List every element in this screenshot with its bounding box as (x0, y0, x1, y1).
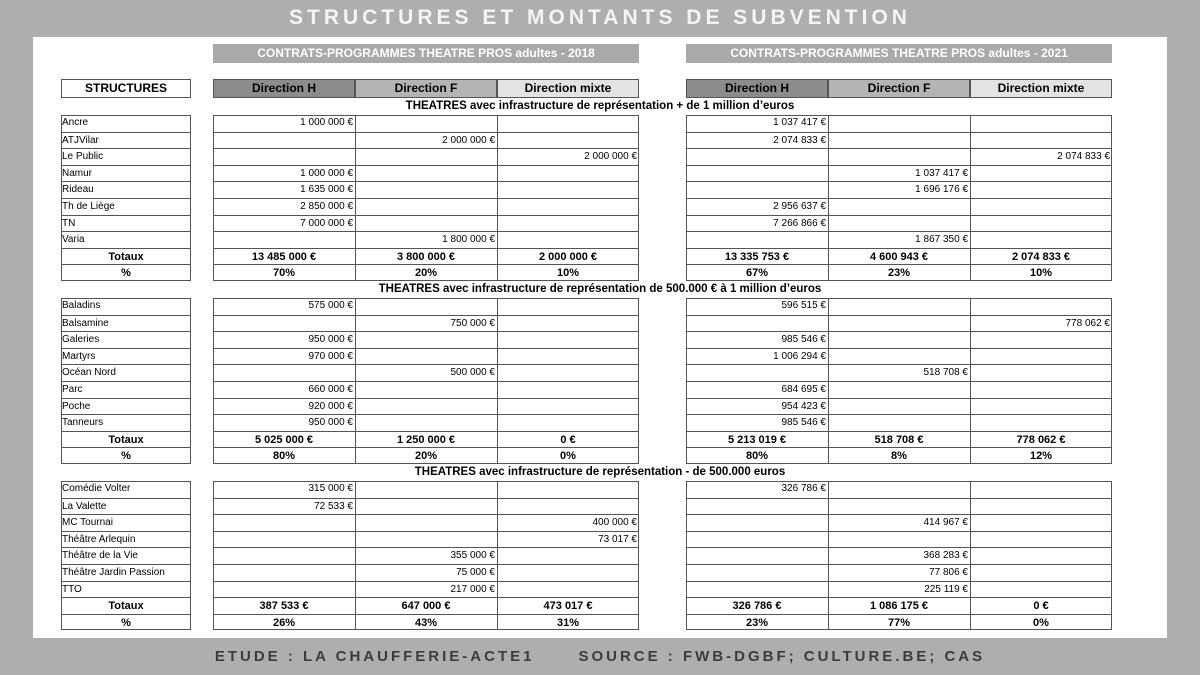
total-2021: 2 074 833 € (970, 248, 1112, 265)
panel-title-2018: CONTRATS-PROGRAMMES THEATRE PROS adultes - 2018 (213, 44, 639, 63)
table-border (213, 298, 639, 464)
cell-2021: 985 546 € (686, 414, 828, 431)
total-2018: 2 000 000 € (497, 248, 639, 265)
table-border (686, 115, 1112, 281)
percent-2018: 20% (355, 447, 497, 464)
cell-2018: 750 000 € (355, 315, 497, 332)
cell-2021: 1 037 417 € (828, 165, 970, 182)
cell-2021: 684 695 € (686, 381, 828, 398)
table-border (213, 115, 639, 281)
cell-2021: 326 786 € (781, 483, 826, 494)
percent-label: % (61, 264, 191, 281)
column-divider (497, 481, 498, 630)
row-name: Comédie Volter (62, 483, 131, 494)
row-name: Parc (61, 381, 191, 398)
percent-2021: 67% (686, 264, 828, 281)
footer-source: SOURCE : FWB-DGBF; CULTURE.BE; CAS (578, 648, 986, 665)
percent-2021: 8% (828, 447, 970, 464)
row-name: Poche (61, 398, 191, 415)
totals-label: Totaux (61, 431, 191, 448)
cell-2018: 500 000 € (355, 364, 497, 381)
cell-2018: 1 635 000 € (213, 181, 355, 198)
cell-2018: 970 000 € (213, 348, 355, 365)
row-name: Baladins (62, 300, 101, 311)
percent-2018: 80% (213, 447, 355, 464)
percent-2021: 12% (970, 447, 1112, 464)
panel-title-2021: CONTRATS-PROGRAMMES THEATRE PROS adultes - 2021 (686, 44, 1112, 63)
table-border (61, 481, 191, 630)
percent-2018: 26% (213, 614, 355, 631)
cell-2021: 2 074 833 € (970, 148, 1112, 165)
column-header-2021-3: Direction mixte (970, 79, 1112, 98)
total-2021: 1 086 175 € (828, 597, 970, 614)
column-divider (970, 481, 971, 630)
column-header-2021-2: Direction F (828, 79, 970, 98)
row-name: Ancre (62, 117, 89, 128)
percent-2018: 10% (497, 264, 639, 281)
subsidy-table (33, 37, 1167, 638)
cell-2021: 77 806 € (828, 564, 970, 581)
cell-2018: 400 000 € (497, 514, 639, 531)
percent-label: % (61, 447, 191, 464)
cell-2021: 414 967 € (828, 514, 970, 531)
cell-2021: 2 074 833 € (686, 132, 828, 149)
percent-2018: 70% (213, 264, 355, 281)
percent-2021: 23% (828, 264, 970, 281)
percent-2021: 80% (686, 447, 828, 464)
totals-label: Totaux (61, 597, 191, 614)
table-border (61, 115, 191, 281)
structures-header: STRUCTURES (61, 79, 191, 98)
row-name: Théâtre Arlequin (61, 531, 191, 548)
row-name: Tanneurs (61, 414, 191, 431)
cell-2021: 1 867 350 € (828, 231, 970, 248)
cell-2018: 315 000 € (308, 483, 353, 494)
cell-2018: 1 800 000 € (355, 231, 497, 248)
total-2021: 0 € (970, 597, 1112, 614)
cell-2018: 73 017 € (497, 531, 639, 548)
total-2018: 1 250 000 € (355, 431, 497, 448)
total-2021: 5 213 019 € (686, 431, 828, 448)
column-header-2018-1: Direction H (213, 79, 355, 98)
percent-2018: 0% (497, 447, 639, 464)
row-name: Rideau (61, 181, 191, 198)
page-title: STRUCTURES ET MONTANTS DE SUBVENTION (289, 6, 911, 29)
section-title: THEATRES avec infrastructure de représentation de 500.000 € à 1 million d’euros (378, 283, 822, 295)
percent-2021: 23% (686, 614, 828, 631)
row-name: Namur (61, 165, 191, 182)
cell-2021: 596 515 € (781, 300, 826, 311)
table-border (61, 298, 191, 464)
cell-2021: 778 062 € (970, 315, 1112, 332)
cell-2021: 2 956 637 € (686, 198, 828, 215)
percent-2018: 31% (497, 614, 639, 631)
cell-2021: 7 266 866 € (686, 215, 828, 232)
total-2018: 0 € (497, 431, 639, 448)
percent-2021: 77% (828, 614, 970, 631)
cell-2018: 1 000 000 € (213, 165, 355, 182)
row-name: Martyrs (61, 348, 191, 365)
cell-2018: 355 000 € (355, 547, 497, 564)
percent-label: % (61, 614, 191, 631)
row-name: Varia (61, 231, 191, 248)
row-name: Le Public (61, 148, 191, 165)
percent-2021: 0% (970, 614, 1112, 631)
total-2018: 647 000 € (355, 597, 497, 614)
cell-2018: 575 000 € (308, 300, 353, 311)
cell-2018: 217 000 € (355, 581, 497, 598)
cell-2021: 368 283 € (828, 547, 970, 564)
row-name: ATJVilar (61, 132, 191, 149)
total-2018: 387 533 € (213, 597, 355, 614)
cell-2021: 518 708 € (828, 364, 970, 381)
total-2021: 4 600 943 € (828, 248, 970, 265)
total-2018: 473 017 € (497, 597, 639, 614)
column-divider (828, 481, 829, 630)
section-title: THEATRES avec infrastructure de représentation + de 1 million d’euros (405, 100, 795, 112)
row-name: MC Tournai (61, 514, 191, 531)
row-name: TTO (61, 581, 191, 598)
percent-2018: 20% (355, 264, 497, 281)
cell-2018: 2 000 000 € (355, 132, 497, 149)
total-2018: 3 800 000 € (355, 248, 497, 265)
column-divider (970, 115, 971, 281)
row-name: Galeries (61, 331, 191, 348)
cell-2018: 75 000 € (355, 564, 497, 581)
column-header-2018-2: Direction F (355, 79, 497, 98)
cell-2021: 225 119 € (828, 581, 970, 598)
column-divider (497, 298, 498, 464)
cell-2018: 2 850 000 € (213, 198, 355, 215)
column-divider (355, 115, 356, 281)
table-border (686, 481, 1112, 630)
total-2021: 518 708 € (828, 431, 970, 448)
section-title: THEATRES avec infrastructure de représentation - de 500.000 euros (414, 466, 786, 478)
percent-2021: 10% (970, 264, 1112, 281)
column-divider (497, 115, 498, 281)
table-border (686, 298, 1112, 464)
total-2021: 326 786 € (686, 597, 828, 614)
page-footer (0, 644, 1200, 670)
row-name: Théâtre de la Vie (61, 547, 191, 564)
row-name: Balsamine (61, 315, 191, 332)
column-divider (828, 298, 829, 464)
total-2021: 13 335 753 € (686, 248, 828, 265)
column-divider (828, 115, 829, 281)
column-header-2018-3: Direction mixte (497, 79, 639, 98)
cell-2021: 985 546 € (686, 331, 828, 348)
cell-2021: 1 696 176 € (828, 181, 970, 198)
column-divider (355, 481, 356, 630)
percent-2018: 43% (355, 614, 497, 631)
row-name: Th de Liège (61, 198, 191, 215)
cell-2021: 1 037 417 € (773, 117, 826, 128)
column-divider (355, 298, 356, 464)
total-2018: 13 485 000 € (213, 248, 355, 265)
total-2018: 5 025 000 € (213, 431, 355, 448)
cell-2021: 954 423 € (686, 398, 828, 415)
cell-2018: 2 000 000 € (497, 148, 639, 165)
cell-2018: 72 533 € (213, 498, 355, 515)
row-name: Océan Nord (61, 364, 191, 381)
row-name: Théâtre Jardin Passion (61, 564, 191, 581)
cell-2021: 1 006 294 € (686, 348, 828, 365)
footer-study: ETUDE : LA CHAUFFERIE-ACTE1 (214, 648, 535, 665)
column-header-2021-1: Direction H (686, 79, 828, 98)
cell-2018: 950 000 € (213, 414, 355, 431)
total-2021: 778 062 € (970, 431, 1112, 448)
row-name: TN (61, 215, 191, 232)
totals-label: Totaux (61, 248, 191, 265)
row-name: La Valette (61, 498, 191, 515)
cell-2018: 7 000 000 € (213, 215, 355, 232)
cell-2018: 1 000 000 € (300, 117, 353, 128)
cell-2018: 950 000 € (213, 331, 355, 348)
column-divider (970, 298, 971, 464)
cell-2018: 920 000 € (213, 398, 355, 415)
cell-2018: 660 000 € (213, 381, 355, 398)
table-border (213, 481, 639, 630)
